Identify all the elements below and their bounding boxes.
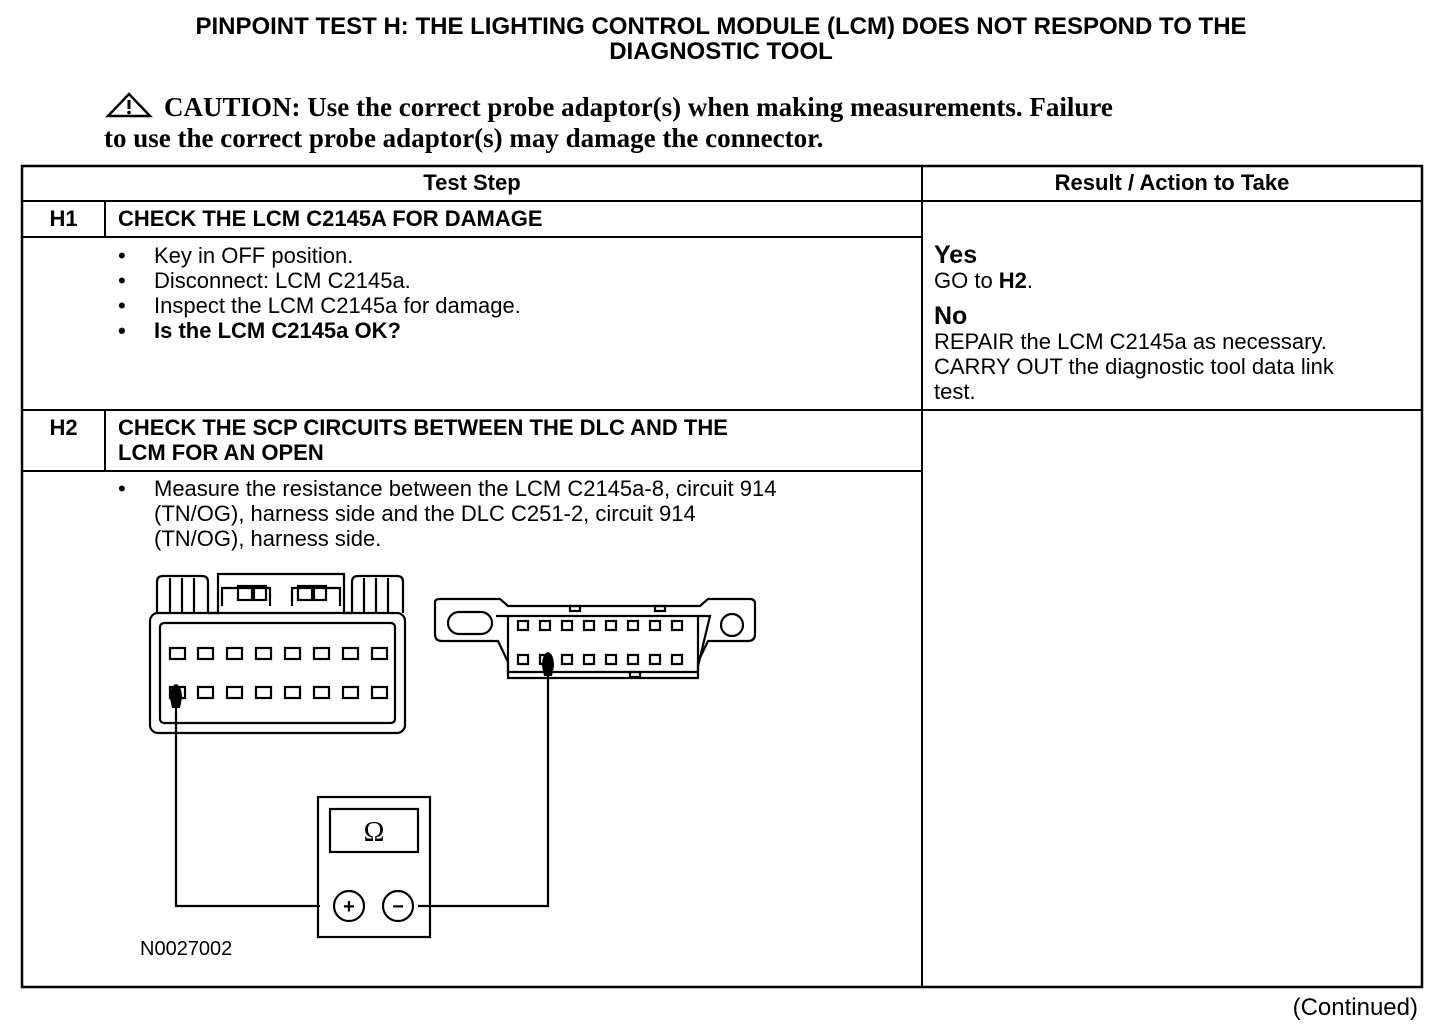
positive-terminal-icon: + [343,896,355,918]
step-h1-result [934,242,1414,404]
step-h1-id: H1 [49,206,78,231]
result-no-line-1: REPAIR the LCM C2145a as necessary. [934,329,1327,354]
title-line-2: DIAGNOSTIC TOOL [609,38,833,65]
caution-text-2: to use the correct probe adaptor(s) may damage the connector. [104,123,824,153]
continued-note: (Continued) [1292,994,1418,1021]
step-h1-title: CHECK THE LCM C2145A FOR DAMAGE [118,206,543,231]
measurement-diagram [130,566,770,976]
header-test-step: Test Step [423,170,521,195]
caution-line-1 [104,92,1354,123]
header-result: Result / Action to Take [1054,170,1290,195]
lcm-pin-grid [170,648,387,698]
result-no-line-3: test. [934,379,976,404]
result-no-line-2: CARRY OUT the diagnostic tool data link [934,354,1334,379]
result-yes-label: Yes [934,241,978,269]
ohm-symbol: Ω [363,817,385,848]
figure-id: N0027002 [140,938,233,960]
warning-triangle-icon [104,92,154,118]
probe-leads [176,674,548,906]
caution-text-1: CAUTION: Use the correct probe adaptor(s) when making measurements. Failure [164,92,1113,122]
step-h2-title: CHECK THE SCP CIRCUITS BETWEEN THE DLC AND THE LCM FOR AN OPEN [118,415,728,465]
step-h2-id: H2 [49,415,78,440]
result-yes-action: GO to H2. [934,268,1034,293]
dlc-connector [435,599,755,678]
page-title [0,14,1442,64]
goto-h2-link[interactable]: H2 [998,268,1027,293]
result-no-label: No [934,302,968,330]
title-line-1: PINPOINT TEST H: THE LIGHTING CONTROL MODULE (LCM) DOES NOT RESPOND TO THE [195,13,1247,40]
caution-note [104,92,1354,154]
probe-tips [170,652,554,708]
negative-terminal-icon: − [392,896,404,918]
lcm-connector [150,574,405,733]
